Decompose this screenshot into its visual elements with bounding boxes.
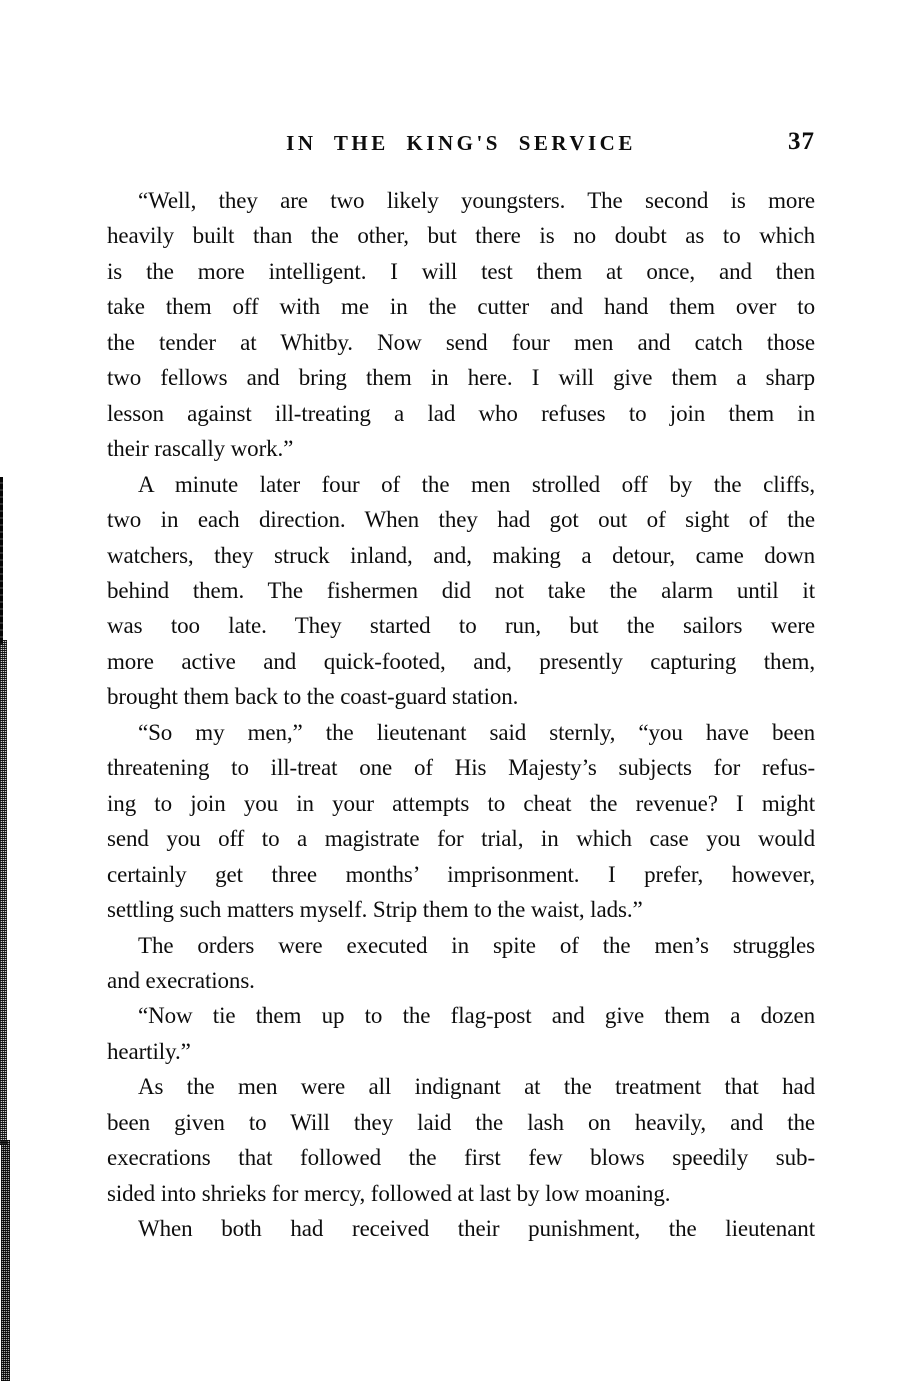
scan-edge-artifact — [0, 477, 3, 645]
text-line: two fellows and bring them in here. I will give them a sharp — [107, 365, 815, 391]
paragraph — [107, 183, 815, 467]
text-line: the tender at Whitby. Now send four men and catch those — [107, 329, 815, 355]
paragraph — [107, 467, 815, 715]
text-line: and execrations. — [107, 967, 255, 993]
text-line: The orders were executed in spite of the men’s struggles — [138, 932, 815, 958]
text-line: brought them back to the coast-guard station. — [107, 684, 519, 710]
text-line: threatening to ill-treat one of His Majesty’s subjects for refus- — [107, 755, 815, 781]
page-text — [107, 183, 815, 1247]
header-title: IN THE KING'S SERVICE — [286, 131, 636, 155]
text-line: sided into shrieks for mercy, followed at last by low moaning. — [107, 1180, 671, 1206]
text-line: As the men were all indignant at the treatment that had — [138, 1074, 815, 1100]
paragraph — [107, 1069, 815, 1211]
text-line: is the more intelligent. I will test them at once, and then — [107, 258, 815, 284]
text-line: take them off with me in the cutter and hand them over to — [107, 294, 815, 320]
running-header — [107, 128, 815, 161]
text-line: ing to join you in your attempts to cheat the revenue? I might — [107, 790, 815, 816]
text-line: execrations that followed the first few blows speedily sub- — [107, 1145, 815, 1171]
text-line: certainly get three months’ imprisonment. I prefer, however, — [107, 861, 815, 887]
paragraph — [107, 715, 815, 928]
text-line: was too late. They started to run, but the sailors were — [107, 613, 815, 639]
text-line: “Now tie them up to the flag-post and give them a dozen — [138, 1003, 815, 1029]
text-line: send you off to a magistrate for trial, in which case you would — [107, 826, 815, 852]
text-line: heavily built than the other, but there is no doubt as to which — [107, 223, 815, 249]
text-line: lesson against ill-treating a lad who refuses to join them in — [107, 400, 815, 426]
text-line: heartily.” — [107, 1038, 191, 1064]
text-line: been given to Will they laid the lash on heavily, and the — [107, 1109, 815, 1135]
scan-edge-artifact — [1, 1140, 10, 1381]
paragraph — [107, 928, 815, 999]
text-line: their rascally work.” — [107, 436, 294, 462]
text-line: behind them. The fishermen did not take the alarm until it — [107, 577, 815, 603]
text-line: watchers, they struck inland, and, making a detour, came down — [107, 542, 815, 568]
text-line: When both had received their punishment, the lieutenant — [138, 1216, 815, 1242]
paragraph — [107, 998, 815, 1069]
text-line: two in each direction. When they had got out of sight of the — [107, 507, 815, 533]
text-line: more active and quick-footed, and, presently capturing them, — [107, 648, 815, 674]
page-number: 37 — [788, 128, 815, 155]
paragraph — [107, 1211, 815, 1246]
text-line: A minute later four of the men strolled off by the cliffs, — [138, 471, 815, 497]
scan-edge-artifact — [0, 640, 7, 1145]
text-line: settling such matters myself. Strip them to the waist, lads.” — [107, 897, 643, 923]
text-line: “So my men,” the lieutenant said sternly, “you have been — [138, 719, 815, 745]
text-line: “Well, they are two likely youngsters. The second is more — [138, 188, 815, 213]
